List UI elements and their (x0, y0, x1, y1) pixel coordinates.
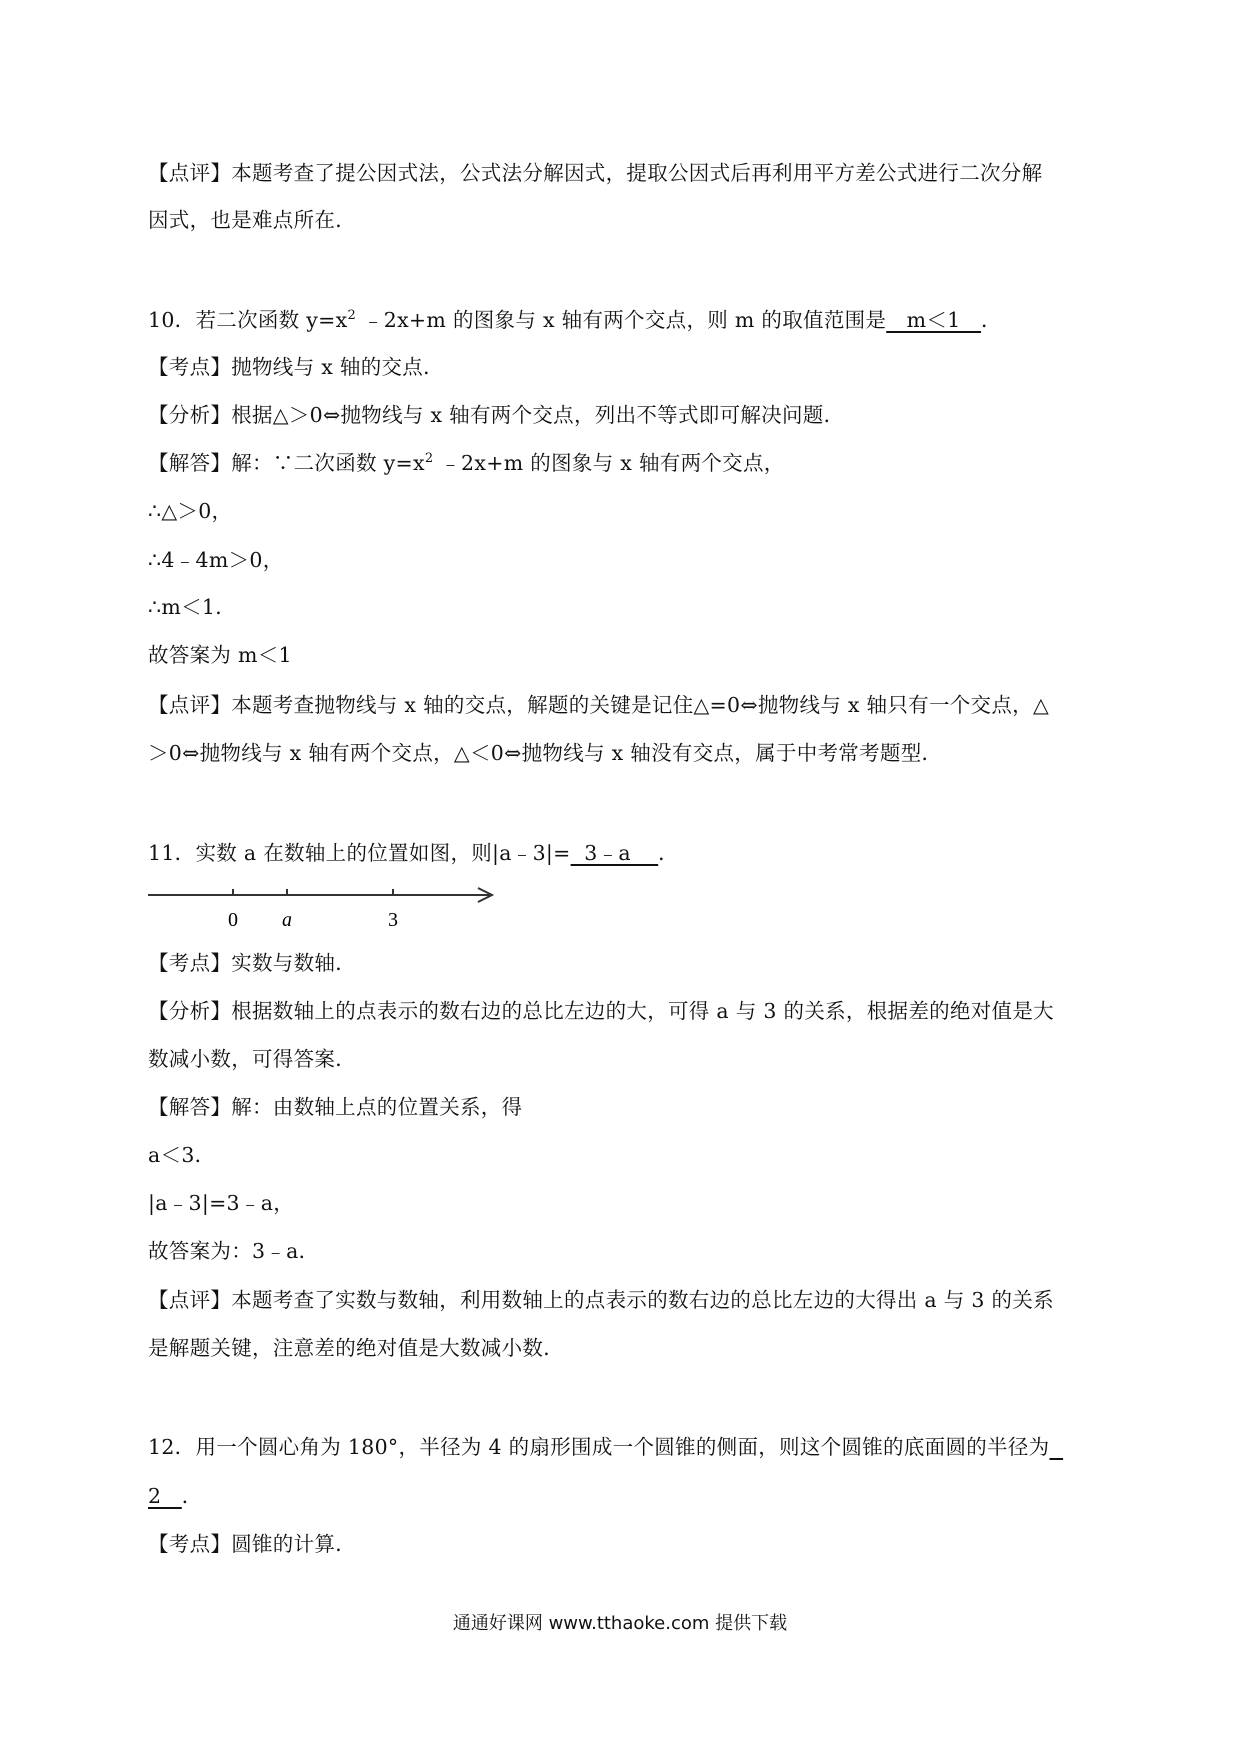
q10-review-line1: 【点评】本题考查抛物线与 x 轴的交点，解题的关键是记住△=0⇔抛物线与 x 轴只有一个交点，△ (148, 693, 1050, 717)
q10-jieda-post: ﹣2x+m 的图象与 x 轴有两个交点， (433, 451, 785, 475)
q10-question-mid: ﹣2x+m 的图象与 x 轴有两个交点，则 m 的取值范围是 (356, 308, 887, 332)
q10-question-end: ． (981, 308, 1002, 332)
q10-jieda-exponent: 2 (424, 451, 434, 466)
s9-review-line2: 因式，也是难点所在． (148, 208, 356, 232)
number-line-figure (140, 885, 500, 935)
q11-kaodian: 【考点】实数与数轴． (148, 951, 356, 975)
s9-review-line1: 【点评】本题考查了提公因式法，公式法分解因式，提取公因式后再利用平方差公式进行二次分解 (148, 161, 1043, 185)
q10-step1: ∴△＞0， (148, 499, 233, 523)
q10-answer: 故答案为 m＜1 (148, 643, 292, 667)
q10-exponent: 2 (347, 308, 357, 323)
q11-review-line1: 【点评】本题考查了实数与数轴，利用数轴上的点表示的数右边的总比左边的大得出 a 与 3 的关系 (148, 1288, 1054, 1312)
q10-answer-blank: m＜1 (886, 308, 982, 332)
q10-question (148, 305, 1002, 335)
q10-jieda-pre: 【解答】解：∵二次函数 y=x (148, 451, 425, 475)
q11-step1: a＜3． (148, 1143, 216, 1167)
page-footer: 通通好课网 www.tthaoke.com 提供下载 (452, 1613, 788, 1634)
q10-step3: ∴m＜1． (148, 595, 237, 619)
q12-question-line2 (148, 1481, 203, 1511)
q11-fenxi-line1: 【分析】根据数轴上的点表示的数右边的总比左边的大，可得 a 与 3 的关系，根据差的绝对值是大 (148, 999, 1054, 1023)
q12-question-line1 (148, 1432, 1063, 1462)
q11-question (148, 838, 679, 868)
q10-question-pre: 10．若二次函数 y=x (148, 308, 348, 332)
q11-answer: 故答案为：3﹣a． (148, 1239, 320, 1263)
q11-review-line2: 是解题关键，注意差的绝对值是大数减小数． (148, 1336, 564, 1360)
label-3: 3 (388, 909, 398, 931)
q10-fenxi: 【分析】根据△＞0⇔抛物线与 x 轴有两个交点，列出不等式即可解决问题． (148, 403, 845, 427)
q11-fenxi-line2: 数减小数，可得答案． (148, 1047, 356, 1071)
q11-jieda: 【解答】解：由数轴上点的位置关系，得 (148, 1095, 523, 1119)
q11-answer-blank: 3﹣a (570, 841, 659, 865)
label-a: a (282, 909, 292, 931)
q12-question-text: 12．用一个圆心角为 180°，半径为 4 的扇形围成一个圆锥的侧面，则这个圆锥的底面圆的半径为 (148, 1435, 1050, 1459)
q11-question-end: ． (658, 841, 679, 865)
q12-answer-blank: 2 (148, 1484, 182, 1508)
q12-question-end: ． (181, 1484, 203, 1508)
q11-question-pre: 11．实数 a 在数轴上的位置如图，则|a﹣3|= (148, 841, 571, 865)
q12-kaodian: 【考点】圆锥的计算． (148, 1532, 356, 1556)
q10-kaodian: 【考点】抛物线与 x 轴的交点． (148, 355, 444, 379)
q12-blank-start (1049, 1435, 1063, 1459)
q10-review-line2: ＞0⇔抛物线与 x 轴有两个交点，△＜0⇔抛物线与 x 轴没有交点，属于中考常考题型． (148, 741, 943, 765)
q10-jieda (148, 448, 785, 478)
q11-step2: |a﹣3|=3﹣a， (148, 1191, 295, 1215)
label-0: 0 (228, 909, 238, 931)
q10-step2: ∴4﹣4m＞0， (148, 548, 284, 572)
